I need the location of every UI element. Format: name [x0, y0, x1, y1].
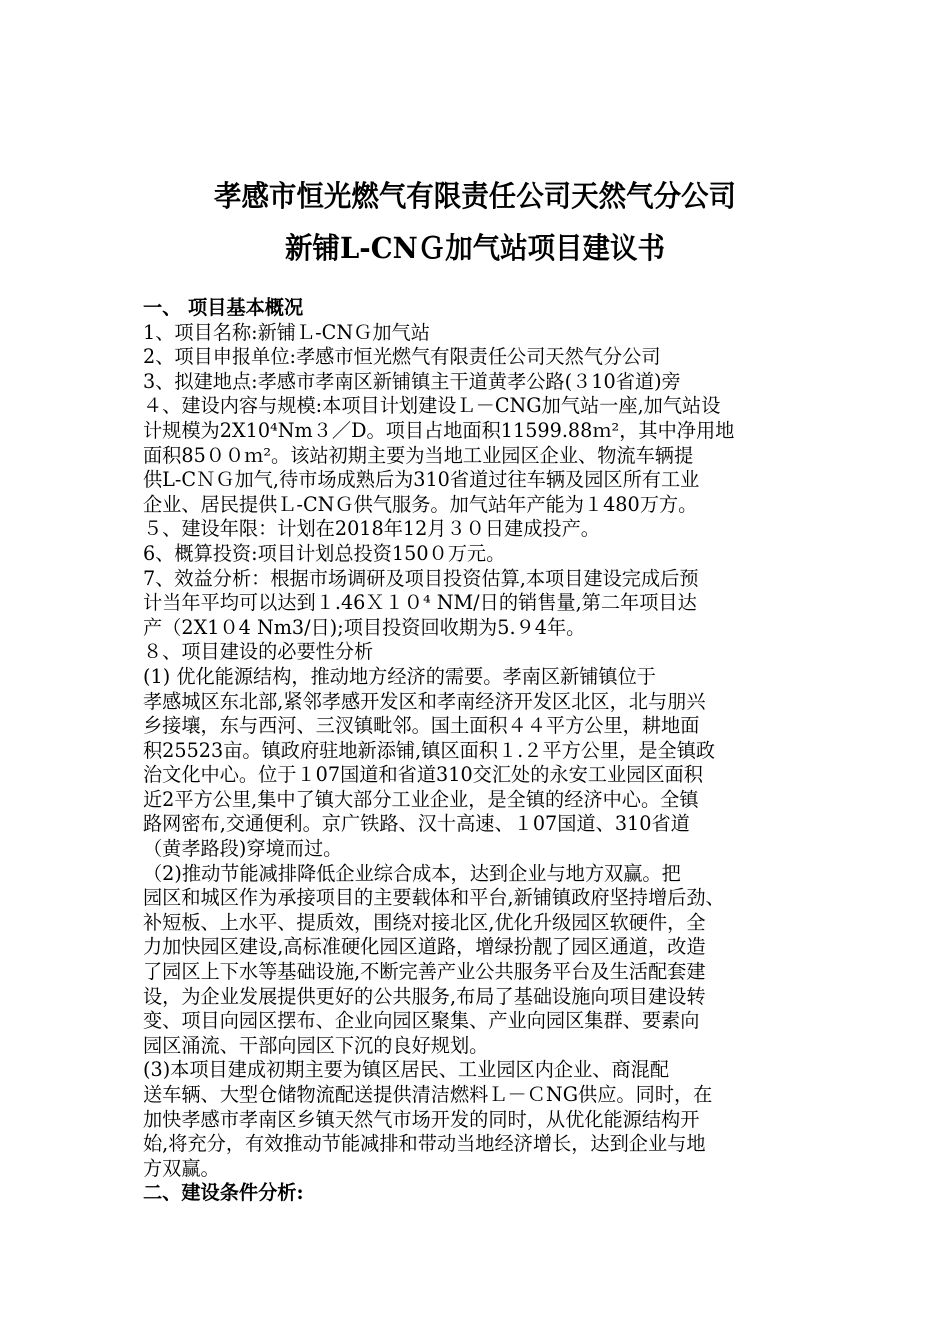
- body-line: 始,将充分，有效推动节能减排和带动当地经济增长，达到企业与地: [143, 1132, 706, 1156]
- body-line: 力加快园区建设,高标准硬化园区道路，增绿扮靓了园区通道，改造: [143, 935, 706, 959]
- body-line: (3)本项目建成初期主要为镇区居民、工业园区内企业、商混配: [143, 1058, 670, 1082]
- body-line: ５、建设年限：计划在2018年12月３０日建成投产。: [143, 517, 600, 541]
- body-line: ４、建设内容与规模:本项目计划建设Ｌ－CNG加气站一座,加气站设: [143, 394, 721, 418]
- body-line: 孝感城区东北部,紧邻孝感开发区和孝南经济开发区北区，北与朋兴: [143, 689, 706, 713]
- body-line: 补短板、上水平、提质效，围绕对接北区,优化升级园区软硬件，全: [143, 910, 706, 934]
- body-line: 设，为企业发展提供更好的公共服务,布局了基础设施向项目建设转: [143, 984, 706, 1008]
- body-line: 1、项目名称:新铺Ｌ-CNＧ加气站: [143, 320, 430, 344]
- body-line: 2、项目申报单位:孝感市恒光燃气有限责任公司天然气分公司: [143, 345, 661, 369]
- document-title-line-1: 孝感市恒光燃气有限责任公司天然气分公司: [213, 179, 737, 213]
- body-line: 变、项目向园区摆布、企业向园区聚集、产业向园区集群、要素向: [143, 1009, 700, 1033]
- body-line: 计规模为2X10⁴Nm３／D。项目占地面积11599.88ｍ²，其中净用地: [143, 418, 735, 442]
- body-line: 计当年平均可以达到１.46Ｘ１０⁴ NM/日的销售量,第二年项目达: [143, 591, 697, 615]
- body-line: 7、效益分析：根据市场调研及项目投资估算,本项目建设完成后预: [143, 566, 699, 590]
- body-line: 积25523亩。镇政府驻地新添铺,镇区面积１.２平方公里，是全镇政: [143, 738, 716, 762]
- body-line: 园区和城区作为承接项目的主要载体和平台,新铺镇政府坚持增后劲、: [143, 886, 725, 910]
- body-line: 企业、居民提供Ｌ-CNＧ供气服务。加气站年产能为１480万方。: [143, 492, 698, 516]
- document-body: [143, 296, 823, 1206]
- body-line: (1) 优化能源结构，推动地方经济的需要。孝南区新铺镇位于: [143, 664, 656, 688]
- body-line: 加快孝感市孝南区乡镇天然气市场开发的同时，从优化能源结构开: [143, 1107, 700, 1131]
- body-line: 产（2X1０4 Nm3/日);项目投资回收期为5.９4年。: [143, 615, 586, 639]
- body-line: （2)推动节能减排降低企业综合成本，达到企业与地方双赢。把: [143, 861, 681, 885]
- body-line: 送车辆、大型仓储物流配送提供清洁燃料Ｌ－ＣNG供应。同时，在: [143, 1083, 713, 1106]
- body-line: （黄孝路段)穿境而过。: [143, 837, 343, 861]
- body-line: 园区涌流、干部向园区下沉的良好规划。: [143, 1033, 489, 1057]
- body-line: 治文化中心。位于１07国道和省道310交汇处的永安工业园区面积: [143, 763, 703, 787]
- body-line: ８、项目建设的必要性分析: [143, 640, 374, 664]
- body-line: 3、拟建地点:孝感市孝南区新铺镇主干道黄孝公路(３10省道)旁: [143, 369, 681, 393]
- document-title-line-2: 新铺L-CNＧ加气站项目建议书: [285, 231, 665, 265]
- section-heading-1: 一、 项目基本概况: [143, 296, 304, 319]
- body-line: 方双赢。: [143, 1156, 220, 1180]
- body-line: 6、概算投资:项目计划总投资150０万元。: [143, 541, 506, 565]
- body-line: 供L-CＮＧ加气,待市场成熟后为310省道过往车辆及园区所有工业: [143, 468, 700, 492]
- body-line: 乡接壤，东与西河、三汊镇毗邻。国土面积４４平方公里，耕地面: [143, 714, 700, 738]
- body-line: 了园区上下水等基础设施,不断完善产业公共服务平台及生活配套建: [143, 960, 706, 984]
- body-line: 路网密布,交通便利。京广铁路、汉十高速、１07国道、310省道: [143, 812, 690, 836]
- section-heading-2: 二、建设条件分析:: [143, 1181, 304, 1205]
- body-line: 面积85００ｍ²。该站初期主要为当地工业园区企业、物流车辆提: [143, 443, 694, 467]
- body-line: 近2平方公里,集中了镇大部分工业企业，是全镇的经济中心。全镇: [143, 787, 699, 811]
